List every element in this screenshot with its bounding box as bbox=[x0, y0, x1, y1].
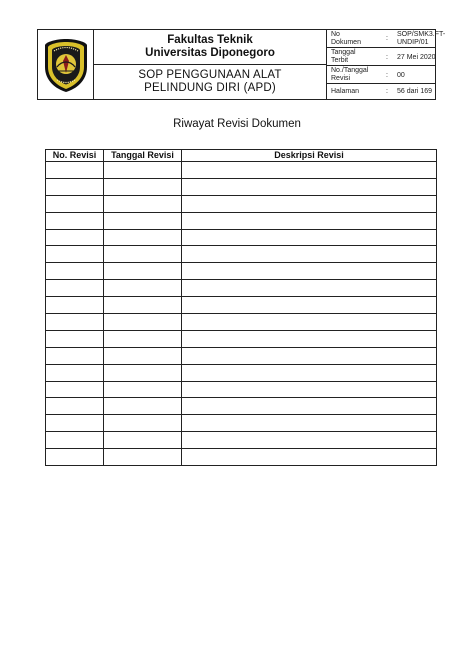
table-row bbox=[46, 280, 437, 297]
table-row bbox=[46, 195, 437, 212]
meta-key-line-1: No./Tanggal bbox=[331, 67, 369, 74]
sop-title bbox=[94, 65, 327, 99]
meta-row-issue-date bbox=[327, 48, 435, 66]
institution-line-1: Fakultas Teknik bbox=[167, 34, 253, 46]
document-meta bbox=[327, 30, 446, 99]
table-row bbox=[46, 297, 437, 314]
revision-description-cell bbox=[182, 381, 437, 398]
meta-key-line-1: No bbox=[331, 31, 340, 38]
revision-date-cell bbox=[104, 178, 182, 195]
revision-date-cell bbox=[104, 432, 182, 449]
revision-description-cell bbox=[182, 263, 437, 280]
revision-number-cell bbox=[46, 398, 104, 415]
meta-row-page bbox=[327, 84, 435, 99]
revision-date-cell bbox=[104, 314, 182, 331]
revision-description-cell bbox=[182, 415, 437, 432]
table-row bbox=[46, 364, 437, 381]
revision-date-cell bbox=[104, 398, 182, 415]
revision-number-cell bbox=[46, 280, 104, 297]
revision-description-cell bbox=[182, 449, 437, 466]
meta-separator: : bbox=[386, 72, 388, 79]
revision-history-table bbox=[45, 149, 437, 466]
revision-number-cell bbox=[46, 449, 104, 466]
university-seal-logo bbox=[42, 37, 90, 93]
meta-key bbox=[331, 67, 381, 83]
revision-description-cell bbox=[182, 280, 437, 297]
revision-description-cell bbox=[182, 314, 437, 331]
table-row bbox=[46, 162, 437, 179]
meta-value-line-2: UNDIP/01 bbox=[397, 39, 429, 46]
revision-number-cell bbox=[46, 347, 104, 364]
revision-date-cell bbox=[104, 381, 182, 398]
revision-date-cell bbox=[104, 229, 182, 246]
revision-date-cell bbox=[104, 415, 182, 432]
meta-key-line-1: Tanggal bbox=[331, 49, 356, 56]
meta-separator: : bbox=[386, 88, 388, 95]
revision-number-cell bbox=[46, 212, 104, 229]
revision-date-cell bbox=[104, 297, 182, 314]
revision-number-cell bbox=[46, 263, 104, 280]
meta-value: 56 dari 169 bbox=[397, 88, 433, 95]
table-row bbox=[46, 314, 437, 331]
meta-key: Halaman bbox=[331, 88, 360, 95]
revision-number-cell bbox=[46, 432, 104, 449]
table-row bbox=[46, 229, 437, 246]
revision-number-cell bbox=[46, 314, 104, 331]
meta-row-document-number bbox=[327, 30, 446, 48]
table-row bbox=[46, 432, 437, 449]
revision-number-cell bbox=[46, 246, 104, 263]
meta-key-line-2: Revisi bbox=[331, 75, 351, 82]
revision-number-cell bbox=[46, 178, 104, 195]
revision-description-cell bbox=[182, 229, 437, 246]
meta-value: 27 Mei 2020 bbox=[397, 54, 436, 61]
revision-description-cell bbox=[182, 330, 437, 347]
revision-number-cell bbox=[46, 415, 104, 432]
meta-key bbox=[331, 31, 381, 47]
meta-value: 00 bbox=[397, 72, 405, 79]
meta-value bbox=[397, 31, 446, 47]
meta-separator: : bbox=[386, 35, 388, 42]
revision-date-cell bbox=[104, 449, 182, 466]
revision-number-cell bbox=[46, 330, 104, 347]
column-header-revision-number: No. Revisi bbox=[46, 150, 104, 162]
meta-key-line-2: Dokumen bbox=[331, 39, 361, 46]
meta-value-line-1: SOP/SMK3.FT- bbox=[397, 31, 446, 38]
revision-description-cell bbox=[182, 364, 437, 381]
revision-date-cell bbox=[104, 280, 182, 297]
table-row bbox=[46, 415, 437, 432]
institution-line-2: Universitas Diponegoro bbox=[145, 47, 275, 59]
revision-description-cell bbox=[182, 432, 437, 449]
table-row bbox=[46, 381, 437, 398]
revision-date-cell bbox=[104, 364, 182, 381]
revision-date-cell bbox=[104, 162, 182, 179]
table-row bbox=[46, 212, 437, 229]
revision-number-cell bbox=[46, 195, 104, 212]
revision-description-cell bbox=[182, 162, 437, 179]
revision-date-cell bbox=[104, 195, 182, 212]
table-row bbox=[46, 449, 437, 466]
revision-number-cell bbox=[46, 364, 104, 381]
logo-cell bbox=[38, 30, 94, 99]
revision-date-cell bbox=[104, 330, 182, 347]
table-row bbox=[46, 398, 437, 415]
revision-date-cell bbox=[104, 246, 182, 263]
table-header-row bbox=[46, 150, 437, 162]
sop-title-line-1: SOP PENGGUNAAN ALAT bbox=[138, 69, 282, 81]
revision-description-cell bbox=[182, 347, 437, 364]
document-header bbox=[37, 29, 446, 100]
meta-row-revision bbox=[327, 66, 435, 84]
table-row bbox=[46, 246, 437, 263]
revision-description-cell bbox=[182, 297, 437, 314]
revision-description-cell bbox=[182, 195, 437, 212]
revision-number-cell bbox=[46, 381, 104, 398]
revision-description-cell bbox=[182, 398, 437, 415]
meta-key-line-2: Terbit bbox=[331, 57, 349, 64]
revision-date-cell bbox=[104, 347, 182, 364]
revision-date-cell bbox=[104, 263, 182, 280]
revision-number-cell bbox=[46, 297, 104, 314]
revision-date-cell bbox=[104, 212, 182, 229]
revision-number-cell bbox=[46, 229, 104, 246]
revision-number-cell bbox=[46, 162, 104, 179]
table-row bbox=[46, 263, 437, 280]
meta-separator: : bbox=[386, 54, 388, 61]
revision-description-cell bbox=[182, 178, 437, 195]
section-title: Riwayat Revisi Dokumen bbox=[173, 118, 301, 130]
revision-table-body bbox=[46, 162, 437, 466]
table-row bbox=[46, 347, 437, 364]
table-row bbox=[46, 330, 437, 347]
table-row bbox=[46, 178, 437, 195]
column-header-revision-date: Tanggal Revisi bbox=[104, 150, 182, 162]
sop-title-line-2: PELINDUNG DIRI (APD) bbox=[144, 82, 276, 94]
revision-description-cell bbox=[182, 246, 437, 263]
column-header-revision-description: Deskripsi Revisi bbox=[182, 150, 437, 162]
meta-key bbox=[331, 49, 381, 65]
revision-description-cell bbox=[182, 212, 437, 229]
institution-title bbox=[94, 30, 327, 65]
